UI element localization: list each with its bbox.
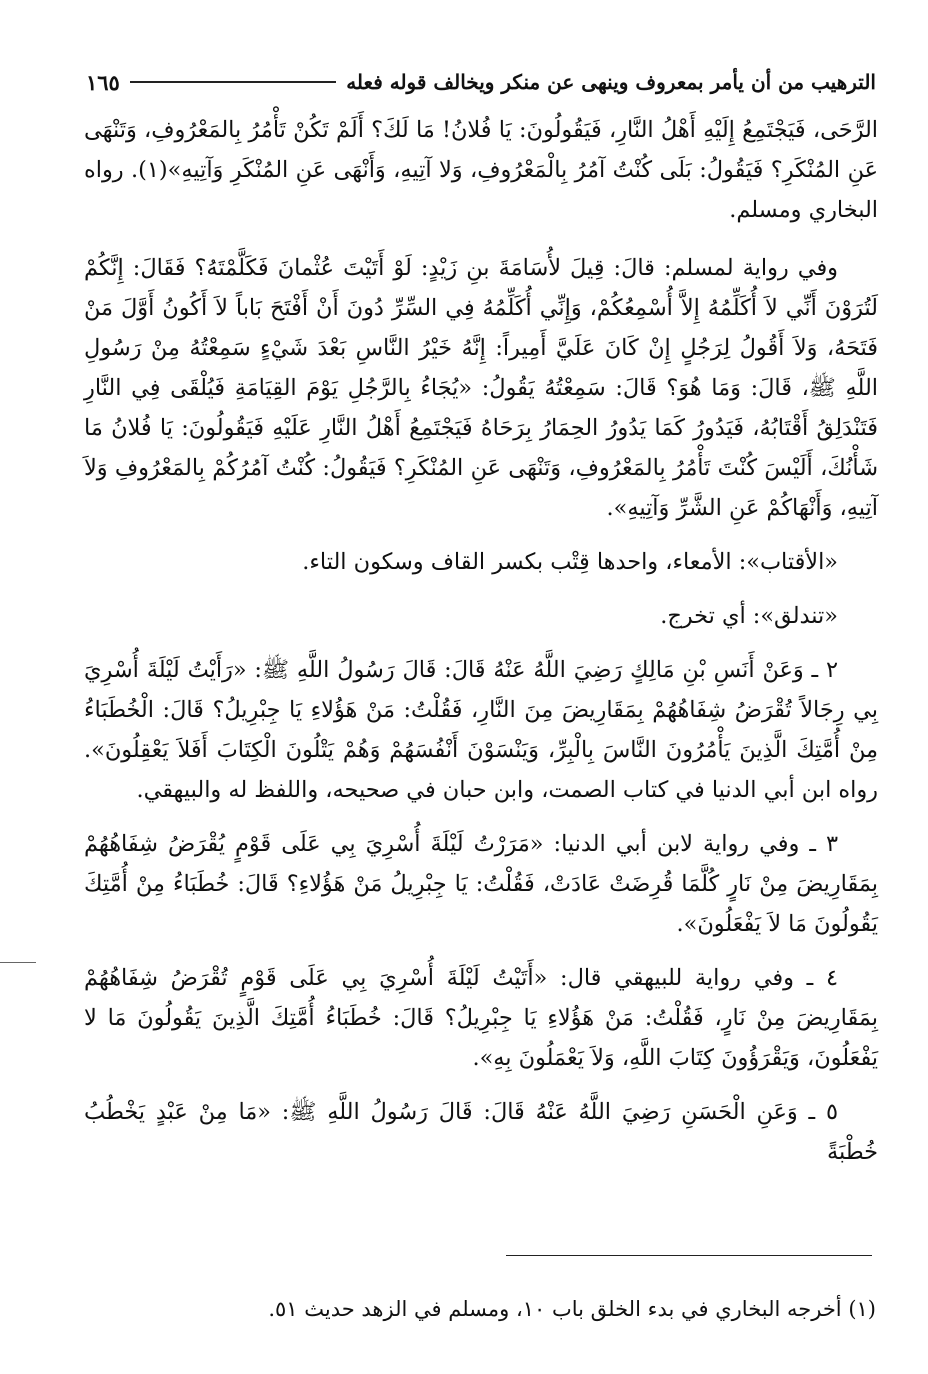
hadith-5: ٥ ـ وَعَنِ الْحَسَنِ رَضِيَ اللَّهُ عَنْهُ قَالَ: قَالَ رَسُولُ اللَّهِ ﷺ: «مَا مِنْ عَبْدٍ يَخْطُبُ خُطْبَةً	[84, 1099, 878, 1165]
page-number: ١٦٥	[86, 69, 120, 95]
paragraph-2: وفي رواية لمسلم: قالَ: قِيلَ لأُسَامَةَ بنِ زَيْدٍ: لَوْ أَتَيْتَ عُثْمانَ فَكَلَّمْتَهُ؟ فَقَالَ: إِنَّكُمْ لَتُرَوْنَ أَنِّي لاَ أُكَلِّمُهُ إِلاَّ أُسْمِعُكُمْ، وَإِنِّي أُكَلِّمُهُ فِي السِّرِّ دُونَ أَنْ أَفْتَحَ بَاباً لاَ أَكُونُ أَوَّلَ مَنْ فَتَحَهُ، وَلاَ أَقُولُ لِرَجُلٍ إِنْ كَانَ عَلَيَّ أَمِيراً: إِنَّهُ خَيْرُ النَّاسِ بَعْدَ شَيْءٍ سَمِعْتُهُ مِنْ رَسُولِ اللَّهِ ﷺ، قَالَ: وَمَا هُوَ؟ قَالَ: سَمِعْتُهُ يَقُولُ: «يُجَاءُ بِالرَّجُلِ يَوْمَ القِيَامَةِ فَيُلْقَى فِي النَّارِ فَتَنْدَلِقُ أَقْتَابُهُ، فَيَدُورُ كَمَا يَدُورُ الحِمَارُ بِرَحَاهُ فَيَجْتَمِعُ أَهْلُ النَّارِ عَلَيْهِ فَيَقُولُونَ: يَا فُلانُ مَا شَأْنُكَ، أَلَيْسَ كُنْتَ تَأْمُرُ بِالمَعْرُوفِ، وَتَنْهَى عَنِ المُنْكَرِ؟ فَيَقُولُ: كُنْتُ آمُرُكُمْ بِالمَعْرُوفِ وَلاَ آتِيهِ، وَأَنْهَاكُمْ عَنِ الشَّرِّ وَآتِيهِ».	[84, 255, 878, 521]
main-text	[84, 110, 878, 1172]
paragraph-1: الرَّحَى، فَيَجْتَمِعُ إِلَيْهِ أَهْلُ النَّارِ، فَيَقُولُونَ: يَا فُلانُ! مَا لَكَ؟ أَلَمْ تَكُنْ تَأْمُرُ بِالمَعْرُوفِ، وَتَنْهَى عَنِ المُنْكَرِ؟ فَيَقُولُ: بَلَى كُنْتُ آمُرُ بِالْمَعْرُوفِ، وَلا آتِيهِ، وَأَنْهَى عَنِ المُنْكَرِ وَآتِيهِ»(١). رواه البخاري ومسلم.	[84, 117, 878, 223]
running-title: الترهيب من أن يأمر بمعروف وينهى عن منكر ويخالف قوله فعله	[346, 70, 876, 94]
hadith-4: ٤ ـ وفي رواية للبيهقي قال: «أَتَيْتُ لَيْلَةَ أُسْرِيَ بِي عَلَى قَوْمٍ تُقْرَضُ شِفَاهُهُمْ بِمَقَارِيضَ مِنْ نَارٍ، فَقُلْتُ: مَنْ هَؤُلاءِ يَا جِبْرِيلُ؟ قَالَ: خُطَبَاءُ أُمَّتِكَ الَّذِينَ يَقُولُونَ مَا لا يَفْعَلُونَ، وَيَقْرَؤُونَ كِتَابَ اللَّهِ، وَلاَ يَعْمَلُونَ بِهِ».	[84, 965, 878, 1071]
hadith-3: ٣ ـ وفي رواية لابن أبي الدنيا: «مَرَرْتُ لَيْلَةَ أُسْرِيَ بِي عَلَى قَوْمٍ يُقْرَضُ شِفَاهُهُمْ بِمَقَارِيضَ مِنْ نَارٍ كُلَّمَا قُرِضَتْ عَادَتْ، فَقُلْتُ: يَا جِبْرِيلُ مَنْ هَؤُلاءِ؟ قَالَ: خُطَبَاءُ مِنْ أُمَّتِكَ يَقُولُونَ مَا لاَ يَفْعَلُونَ».	[84, 831, 878, 937]
gloss-aqtab: «الأقتاب»: الأمعاء، واحدها قِتْب بكسر القاف وسكون التاء.	[302, 549, 838, 575]
running-header	[86, 62, 876, 102]
margin-mark	[0, 962, 36, 963]
footnote: (١) أخرجه البخاري في بدء الخلق باب ١٠، ومسلم في الزهد حديث ٥١.	[268, 1297, 876, 1321]
header-rule	[130, 81, 336, 83]
footnote-rule	[506, 1255, 872, 1256]
hadith-2: ٢ ـ وَعَنْ أَنَسِ بْنِ مَالِكٍ رَضِيَ اللَّهُ عَنْهُ قَالَ: قَالَ رَسُولُ اللَّهِ ﷺ: «رَأَيْتُ لَيْلَةَ أُسْرِيَ بِي رِجَالاً تُقْرَضُ شِفَاهُهُمْ بِمَقَارِيضَ مِنَ النَّارِ، فَقُلْتُ: مَنْ هَؤُلاءِ يَا جِبْرِيلُ؟ قَالَ: الْخُطَبَاءُ مِنْ أُمَّتِكَ الَّذِينَ يَأْمُرُونَ النَّاسَ بِالْبِرِّ، وَيَنْسَوْنَ أَنْفُسَهُمْ وَهُمْ يَتْلُونَ الْكِتَابَ أَفَلاَ يَعْقِلُونَ». رواه ابن أبي الدنيا في كتاب الصمت، وابن حبان في صحيحه، واللفظ له والبيهقي.	[84, 657, 878, 803]
gloss-tandaliq: «تندلق»: أي تخرج.	[660, 603, 838, 629]
